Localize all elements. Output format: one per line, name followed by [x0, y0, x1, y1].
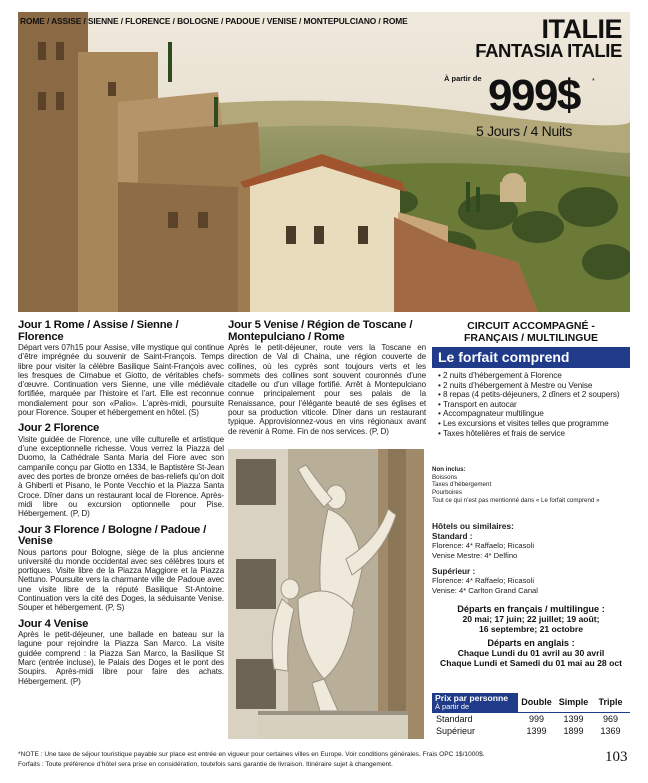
table-row [432, 713, 630, 725]
info-column [432, 320, 630, 668]
list-item: Venise: 4* Carlton Grand Canal [432, 585, 538, 595]
day-4-title: Jour 4 Venise [18, 617, 89, 630]
price-table [432, 693, 630, 737]
list-item: Venise Mestre: 4* Delfino [432, 550, 518, 560]
day-4-text: Après le petit-déjeuner, une ballade en bateau sur la lagune pour rejoindre la Piazza San Marco. La visite guidée comprend : la Piazza San Marco, la Basilique St Marc (entrée incluse), le Palais des Doges et le pont des Soupirs. Après-midi libre pour faire des achats. Hébergement. (P) [18, 630, 224, 686]
column-header-triple: Triple [598, 697, 623, 707]
circuit-title [432, 320, 630, 344]
route-line: ROME / ASSISE / SIENNE / FLORENCE / BOLOGNE / PADOUE / VENISE / MONTEPULCIANO / ROME [20, 16, 408, 26]
list-item: • Transport en autocar [438, 400, 630, 410]
country-title: ITALIE [541, 14, 622, 44]
list-item: • 8 repas (4 petits-déjeuners, 2 dîners et 2 soupers) [438, 390, 630, 400]
price-table-header [432, 693, 630, 712]
table-cell: 999 [528, 714, 545, 724]
list-item: 20 mai; 17 juin; 22 juillet; 19 août; [462, 614, 600, 625]
price-table-subtitle: À partir de [435, 701, 470, 711]
list-item: • 2 nuits d’hébergement à Mestre ou Venise [438, 381, 630, 391]
row-label: Standard [436, 714, 473, 724]
price-from-label: À partir de [444, 74, 482, 83]
list-item: 16 septembre; 21 octobre [478, 624, 584, 635]
note-line-2: Forfaits : Toute préférence d’hôtel sera prise en considération, toutefois sans garantie de livraison. Itinéraire sujet à changement. [18, 761, 393, 768]
list-item: Tout ce qui n’est pas mentionné dans « Le forfait comprend » [432, 496, 600, 504]
page-number: 103 [605, 749, 628, 765]
list-item: Pourboires [432, 488, 462, 496]
statue-photo-florence [228, 449, 424, 739]
table-cell: 1399 [563, 714, 584, 724]
statue-illustration [228, 449, 424, 739]
day-2-text: Visite guidée de Florence, une ville culturelle et artistique d’une exceptionnelle richesse. Vous verrez la Piazza del Duomo, la Cathédrale Santa Maria del Fiore avec son campanile conçu par Giotto en 1334, le Baptistère St-Jean avec des portes de bronze ornées de bas-reliefs qu’on doit à Ghiberti et Pisano, le Ponte Vecchio et la Piazza Santa Croce. Dîner dans un restaurant local de Florence. Après-midi libre ou excursion optionnelle pour Pise. Hébergement. (P, D) [18, 434, 224, 519]
price-table-label [432, 693, 518, 712]
itinerary-column-1 [18, 320, 224, 692]
list-item: • Taxes hôtelières et frais de service [438, 429, 630, 439]
church-dome [500, 173, 526, 202]
tour-title: FANTASIA ITALIE [475, 40, 622, 61]
table-row [432, 725, 630, 737]
list-item: Chaque Lundi du 01 avril au 30 avril [457, 648, 605, 659]
table-cell: 1899 [563, 726, 584, 736]
hero-photo-tuscany [18, 12, 630, 312]
not-included-block [432, 466, 630, 504]
day-5-text: Après le petit-déjeuner, route vers la Toscane en direction de Val di Chaina, une région couverte de collines, où les cyprès sont toujours verts et les sommets des collines sont souvent couronnés d’une citadelle ou d’un village fortifié. Arrêt à Montepulciano connue principalement pour ses palais de la Renaissance, pour l’élégante beauté de ses églises et pour sa production viticole. Dîner dans un restaurant typique. Approvisionnez-vous en vins régionaux avant de revenir à Rome. Fin de nos services. (P, D) [228, 343, 426, 436]
day-1-title: Jour 1 Rome / Assise / Sienne / Florence [18, 319, 179, 343]
tour-duration: 5 Jours / 4 Nuits [476, 123, 573, 139]
list-item: Florence: 4* Raffaelo; Ricasoli [432, 541, 535, 551]
list-item: • Les excursions et visites telles que programme [438, 419, 630, 429]
table-cell: 1399 [526, 726, 547, 736]
departures-en-title: Départs en anglais : [487, 638, 575, 649]
not-included-label: Non inclus: [432, 466, 466, 474]
column-header-double: Double [521, 697, 552, 707]
forfait-list [432, 371, 630, 438]
price-asterisk: * [592, 78, 595, 85]
list-item: Florence: 4* Raffaelo; Ricasoli [432, 576, 535, 586]
table-cell: 1369 [600, 726, 621, 736]
price-table-title: Prix par personne [435, 693, 509, 703]
itinerary-column-2 [228, 320, 426, 442]
forfait-header: Le forfait comprend [432, 347, 630, 368]
circuit-line-2: FRANÇAIS / MULTILINGUE [464, 332, 598, 344]
list-item: • 2 nuits d’hébergement à Florence [438, 371, 630, 381]
table-cell: 969 [602, 714, 619, 724]
list-item: Taxes d’hébergement [432, 481, 492, 489]
day-3-text: Nous partons pour Bologne, siège de la plus ancienne université du monde occidental avec ses célèbres tours et portiques. Visite libre de la Piazza Maggiore et la Piazza Nettuno. Poursuite vers la charmante ville de Padoue avec une visite libre de la réputé Basilique St-Antoine. Continuation vers la cité des Doges, la séduisante Venise. Souper et hébergement. (P, S) [18, 547, 224, 613]
row-label: Supérieur [436, 726, 476, 736]
hotels-block [432, 522, 630, 595]
hotels-superior-label: Supérieur : [432, 566, 476, 576]
day-3-title: Jour 3 Florence / Bologne / Padoue / Venise [18, 523, 207, 548]
list-item: Boissons [432, 473, 458, 481]
hotels-standard-label: Standard : [432, 531, 473, 541]
day-2-title: Jour 2 Florence [18, 422, 100, 435]
footer-note [18, 750, 608, 770]
departures-fr-title: Départs en français / multilingue : [457, 604, 605, 615]
hotels-title: Hôtels ou similaires: [432, 521, 514, 532]
day-5-title: Jour 5 Venise / Région de Toscane / Montepulciano / Rome [228, 319, 413, 343]
list-item: • Accompagnateur multilingue [438, 409, 630, 419]
column-header-simple: Simple [558, 697, 589, 707]
price-amount: 999$ [488, 71, 580, 120]
circuit-line-1: CIRCUIT ACCOMPAGNÉ - [467, 320, 595, 332]
note-line-1: *NOTE : Une taxe de séjour touristique payable sur place est entrée en vigueur pour certaines villes en Europe. Voir conditions générales. Frais OPC 1$/1000$. [18, 751, 485, 758]
departures-block [432, 604, 630, 668]
day-1-text: Départ vers 07h15 pour Assise, ville mystique qui continue d’être imprégnée du souvenir de Saint-François. Temps libre pour visiter la célèbre Basilique Saint-François avec les fresques de Cimabue et Giotto, de véritables chefs-d’œuvre. Continuation vers Sienne, une ville médiévale fortifiée, marquée par l’histoire et l’art. Elle est reconnue mondialement pour son «Palio». L’après-midi, poursuite pour Florence. Souper et hébergement en hôtel. (S) [18, 343, 224, 418]
list-item: Chaque Lundi et Samedi du 01 mai au 28 oct [440, 658, 622, 669]
